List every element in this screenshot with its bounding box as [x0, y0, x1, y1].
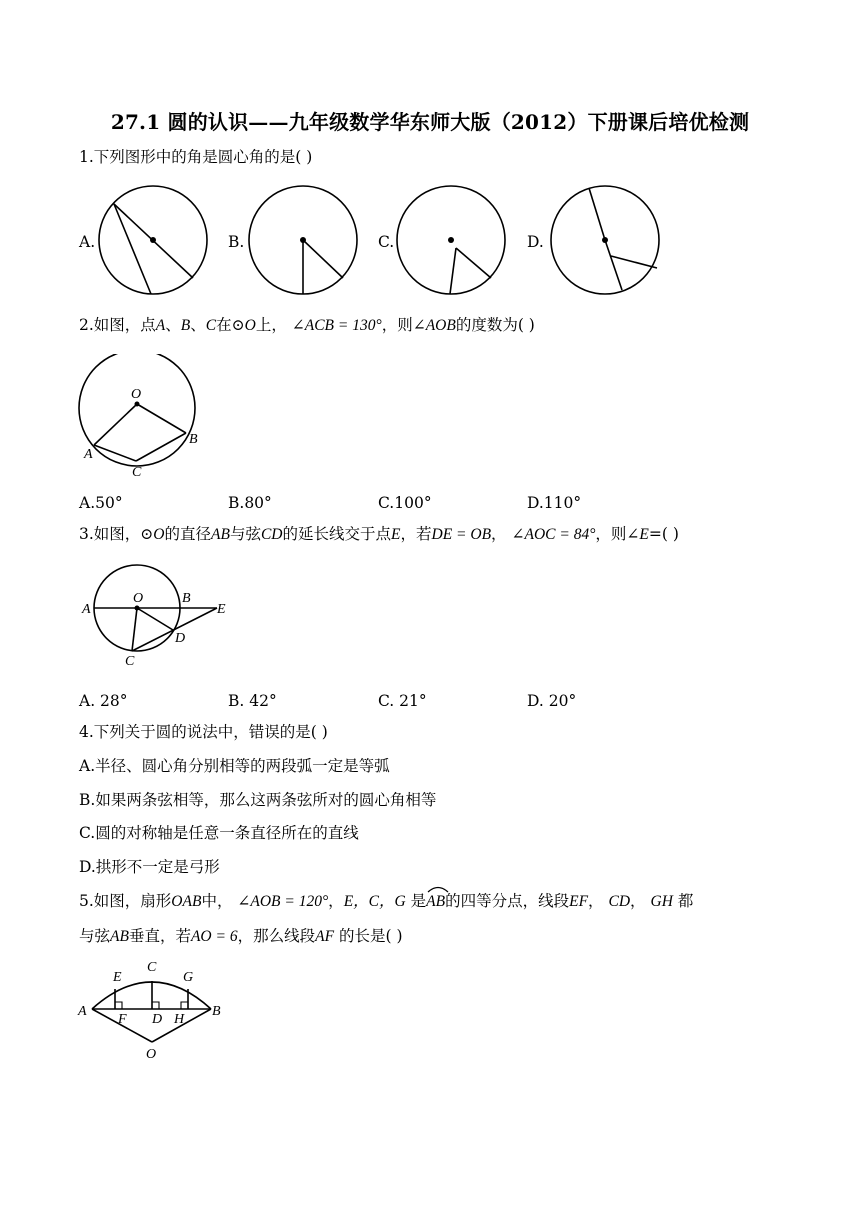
q5-stem-text: 垂直，若 [128, 927, 191, 945]
q3-label-e: E [217, 602, 226, 617]
q5-stem-text: 中， [201, 892, 233, 910]
q4-option-a: A.半径、圆心角分别相等的两段弧一定是等弧 [79, 757, 390, 775]
q5-stem-text: ，那么线段 [237, 927, 316, 945]
q4-option-b: B.如果两条弦相等，那么这两条弦所对的圆心角相等 [79, 791, 437, 809]
q5-sector-oab: OAB [171, 893, 202, 910]
q5-segment-gh: GH [650, 893, 673, 910]
q5-figure [76, 956, 236, 1066]
q5-ao-value: AO = 6 [190, 928, 238, 945]
q4-stem: 4.下列关于圆的说法中，错误的是( ) [79, 723, 328, 741]
q2-angle-aob: ∠AOB [412, 317, 456, 334]
q5-stem-text: 与弦 [79, 927, 111, 945]
q2-label-a: A [84, 447, 93, 462]
q5-angle-aob: ∠AOB = 120° [237, 893, 329, 910]
q3-option-c: C. 21° [378, 692, 427, 710]
q1-figure-c [393, 184, 513, 300]
q3-angle-aoc: ∠AOC = 84° [511, 526, 596, 543]
q2-stem-text: 在⊙ [216, 316, 245, 334]
q3-option-a: A. 28° [79, 692, 128, 710]
q3-angle-e: ∠E [626, 526, 649, 543]
q5-segment-af: AF [315, 928, 335, 945]
q3-point-e: E [391, 526, 401, 543]
q2-option-d: D.110° [527, 494, 582, 512]
q1-figure-a [95, 184, 215, 300]
q1-stem: 1.下列图形中的角是圆心角的是( ) [79, 148, 313, 166]
q2-option-a: A.50° [79, 494, 123, 512]
q5-label-o: O [146, 1047, 157, 1062]
q2-option-b: B.80° [228, 494, 272, 512]
q2-figure [76, 354, 206, 482]
q5-stem-text: ， [588, 892, 604, 910]
q3-option-d: D. 20° [527, 692, 577, 710]
q2-point-a: A [155, 317, 166, 334]
q3-label-d: D [175, 631, 186, 646]
q2-point-b: B [180, 317, 191, 334]
q3-option-b: B. 42° [228, 692, 277, 710]
q5-label-h: H [174, 1012, 185, 1027]
q1-figure-b [245, 184, 365, 300]
q3-stem-text: ， [491, 525, 507, 543]
q5-stem-text: ， [630, 892, 646, 910]
q5-label-c: C [147, 960, 157, 975]
q1-option-c-label: C. [378, 233, 395, 251]
q5-label-a: A [78, 1004, 87, 1019]
q3-label-a: A [82, 602, 91, 617]
q2-stem-text: ，则 [381, 316, 413, 334]
arc-mark-icon [426, 883, 450, 893]
q5-label-b: B [212, 1004, 221, 1019]
q3-stem-text: ，若 [400, 525, 432, 543]
q3-chord-cd: CD [260, 526, 283, 543]
q5-arc-ab [426, 890, 445, 913]
q5-stem-text: 是 [410, 892, 427, 910]
q1-option-a-label: A. [79, 233, 96, 251]
q5-chord-ab: AB [110, 928, 129, 945]
q5-stem-text: 5.如图，扇形 [79, 892, 172, 910]
q2-stem-text: 2.如图，点 [79, 316, 156, 334]
q5-stem-text: ， [328, 892, 344, 910]
q5-arc-label: AB [426, 893, 446, 910]
q3-stem-text: 与弦 [229, 525, 261, 543]
q2-label-b: B [189, 432, 198, 447]
q3-diameter-ab: AB [211, 526, 230, 543]
q3-stem-text: 3.如图，⊙ [79, 525, 154, 543]
q5-stem-line2 [79, 925, 403, 948]
page-title: 27.1 圆的认识——九年级数学华东师大版（2012）下册课后培优检测 [110, 110, 750, 134]
q2-option-c: C.100° [378, 494, 432, 512]
q5-label-d: D [152, 1012, 163, 1027]
q2-stem-text: 上， [255, 316, 287, 334]
q3-point-o: O [153, 526, 165, 543]
q2-stem-text: 的度数为( ) [455, 316, 535, 334]
q3-equation: DE = OB [431, 526, 492, 543]
q1-option-d-label: D. [527, 233, 544, 251]
q5-segment-ef: EF [569, 893, 589, 910]
q1-figure-d [547, 184, 667, 300]
q2-separator: 、 [190, 316, 206, 334]
q4-option-d: D.拱形不一定是弓形 [79, 858, 220, 876]
q5-label-g: G [183, 970, 194, 985]
q2-label-o: O [131, 387, 142, 402]
q3-figure [80, 562, 240, 672]
q3-stem-text: ，则 [595, 525, 627, 543]
q5-stem-text: 都 [677, 892, 694, 910]
q3-label-c: C [125, 654, 135, 669]
q5-points-ecg: E，C，G [343, 893, 406, 910]
q5-stem-text: 的四等分点，线段 [445, 892, 570, 910]
q5-stem-text: 的长是( ) [338, 927, 403, 945]
q1-option-b-label: B. [228, 233, 245, 251]
q5-label-e: E [113, 970, 122, 985]
q3-stem-text: =( ) [648, 525, 679, 543]
q5-segment-cd: CD [608, 893, 631, 910]
q2-stem [79, 314, 535, 337]
q5-label-f: F [118, 1012, 127, 1027]
q3-label-o: O [133, 591, 144, 606]
q3-stem-text: 的延长线交于点 [282, 525, 392, 543]
q2-point-o: O [244, 317, 256, 334]
q3-label-b: B [182, 591, 191, 606]
q2-angle-acb: ∠ACB = 130° [291, 317, 382, 334]
q3-stem-text: 的直径 [164, 525, 211, 543]
q2-point-c: C [205, 317, 217, 334]
q5-stem-line1 [79, 890, 693, 913]
q3-stem [79, 523, 679, 546]
q4-option-c: C.圆的对称轴是任意一条直径所在的直线 [79, 824, 359, 842]
q2-label-c: C [132, 465, 142, 480]
q2-separator: 、 [165, 316, 181, 334]
